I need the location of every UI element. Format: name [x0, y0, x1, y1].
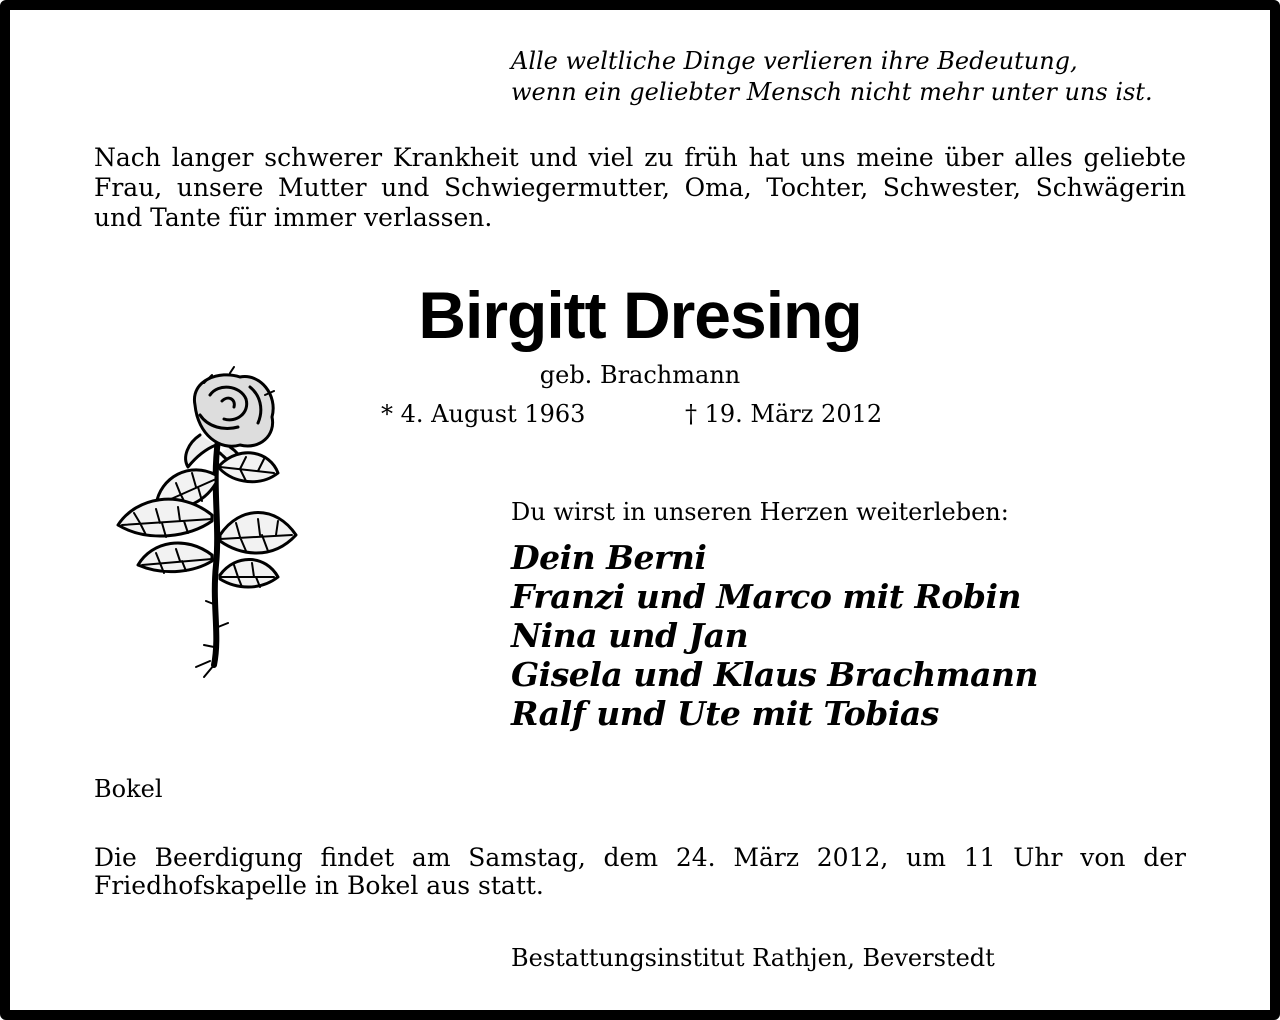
birth-date: * 4. August 1963 [381, 400, 586, 428]
motto-quote [511, 46, 1153, 108]
mourner-name: Gisela und Klaus Brachmann [511, 655, 1038, 694]
farewell-line: Du wirst in unseren Herzen weiterleben: [511, 498, 1009, 526]
mourner-name: Ralf und Ute mit Tobias [511, 694, 939, 733]
place-name: Bokel [94, 775, 163, 803]
mourner-name: Nina und Jan [511, 616, 749, 655]
rose-icon [100, 365, 300, 685]
undertaker-name: Bestattungsinstitut Rathjen, Beverstedt [511, 944, 995, 972]
funeral-info: Die Beerdigung findet am Samstag, dem 24. März 2012, um 11 Uhr von der Friedhofskapelle in Bokel aus statt. [94, 843, 1186, 900]
mourner-name: Franzi und Marco mit Robin [511, 577, 1022, 616]
motto-line-1: Alle weltliche Dinge verlieren ihre Bedeutung, [511, 47, 1078, 75]
deceased-name: Birgitt Dresing [418, 278, 862, 352]
motto-line-2: wenn ein geliebter Mensch nicht mehr unter uns ist. [511, 78, 1153, 106]
intro-paragraph: Nach langer schwerer Krankheit und viel zu früh hat uns meine über alles geliebte Frau, unsere Mutter und Schwiegermutter, Oma, Tochter, Schwester, Schwägerin und Tante für immer verlassen. [94, 143, 1186, 232]
death-date: † 19. März 2012 [685, 400, 883, 428]
mourner-name: Dein Berni [511, 538, 707, 577]
mourners-list [511, 538, 1038, 733]
birth-name: geb. Brachmann [539, 361, 741, 389]
